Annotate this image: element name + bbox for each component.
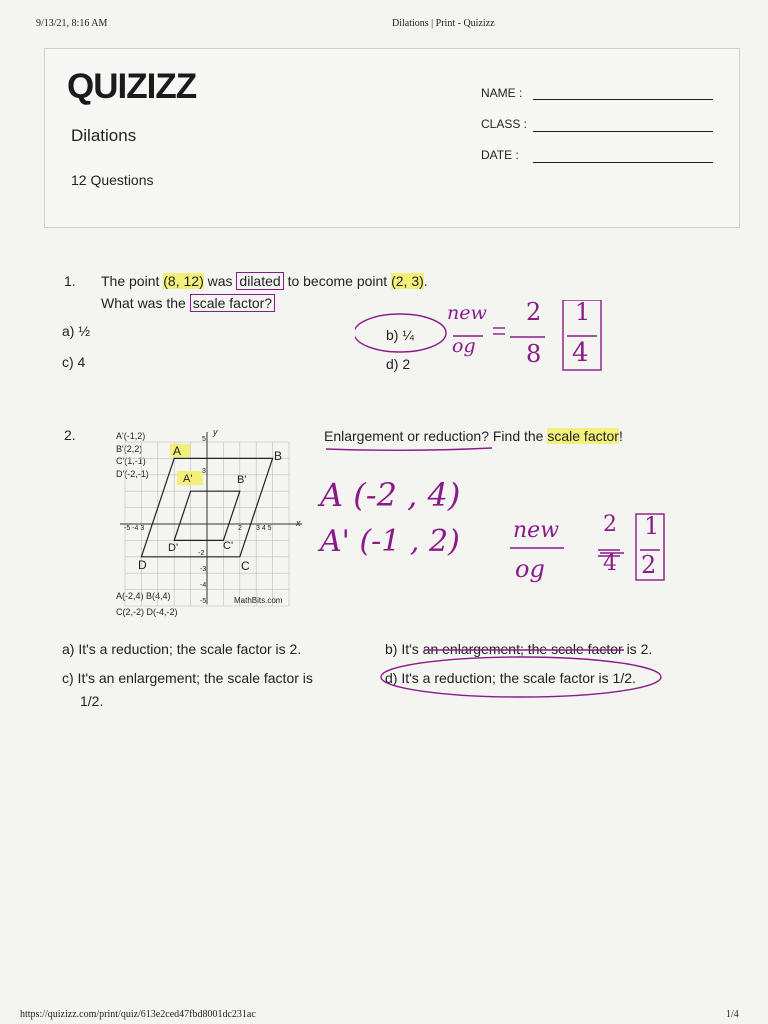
graph-y-label: y [213,427,218,437]
q2-ink-ans-num: 1 [644,512,660,540]
name-label: NAME : [481,86,523,100]
graph-ticks-x-pos: 3 4 5 [256,525,272,532]
graph-credit: MathBits.com [234,596,283,605]
graph-tick-y5: 5 [202,436,206,443]
q2-option-c-line2: 1/2. [80,693,104,709]
date-label: DATE : [481,148,519,162]
q1-option-c: c) 4 [62,354,86,370]
q1-line2-a: What was the [101,295,190,311]
date-line [533,162,713,163]
q2-ink-new: new [513,518,560,543]
graph-label-a: A [173,444,182,458]
coord-a-prime: A'(-1,2) [116,431,146,441]
q2-number: 2. [64,427,76,443]
graph-x-label: x [296,518,301,528]
q2-circle-answer [381,657,661,697]
q2-prompt-a: Enlargement or reduction? Find the [324,428,548,444]
q1-dilated: dilated [236,272,283,290]
q1-scale-factor: scale factor? [190,294,275,312]
q1-point2: (2, 3) [391,273,424,289]
worksheet-header [44,48,740,228]
graph-ticks-x-neg: -5 -4 3 [124,525,145,532]
coord-b-prime: B'(2,2) [116,443,143,454]
q2-option-b: b) It's an enlargement; the scale factor is 2. [385,641,653,657]
print-page-title: Dilations | Print - Quizizz [392,18,495,29]
q2-option-a: a) It's a reduction; the scale factor is 2. [62,641,302,657]
q1-text-c: to become point [283,273,392,289]
coord-c-prime: C'(1,-1) [116,456,146,466]
graph-tick-yn5: -5 [200,598,207,605]
q2-ink-og: og [515,555,545,583]
q1-ink-new: new [447,302,487,324]
graph-label-d-prime: D' [168,542,179,554]
q2-prompt [324,428,623,444]
q1-circle-answer [355,314,446,352]
q2-option-d: d) It's a reduction; the scale factor is 1/2. [385,670,636,686]
q2-prompt-underline [324,446,494,452]
worksheet-title: Dilations [71,126,137,145]
graph-label-b-prime: B' [237,474,247,486]
coord-d-prime: D'(-2,-1) [116,468,149,479]
name-line [533,99,713,100]
graph-label-c: C [241,559,250,573]
q1-option-b: b) ¼ [386,327,415,343]
question-count: 12 Questions [71,172,154,188]
q1-text-a: The point [101,273,164,289]
print-datetime: 9/13/21, 8:16 AM [36,18,108,29]
q1-number: 1. [64,273,76,289]
q1-ink-num: 2 [526,298,542,326]
q1-ink-ans-num: 1 [575,298,591,326]
graph-tick-x2: 2 [238,525,242,532]
graph-tick-yn4: -4 [200,582,207,589]
graph-tick-y3: 3 [202,468,206,475]
q2-original-coords-1: A(-2,4) B(4,4) [116,591,171,601]
q2-ink-answer-marks [376,640,676,702]
q1-ink-ans-den: 4 [572,338,589,368]
q1-ink-den: 8 [526,340,542,368]
q1-line1 [101,273,428,289]
graph-tick-yn2: -2 [198,550,205,557]
q2-prompt-b: ! [618,428,623,444]
q1-option-a: a) ½ [62,323,91,339]
q2-ink-strokes [570,510,670,585]
graph-label-a-prime: A' [183,473,193,485]
q1-text-b: was [203,273,237,289]
q2-ink-ans-den: 2 [641,551,657,579]
q2-ink-num: 2 [603,512,617,537]
graph-label-c-prime: C' [223,540,234,552]
q2-ink-a-prime: A' (-1 , 2) [320,524,460,559]
class-label: CLASS : [481,117,528,131]
class-line [533,131,713,132]
quizizz-logo: QUIZIZZ [67,67,197,106]
graph-tick-yn3: -3 [200,566,207,573]
q2-ink-den: 4 [603,551,617,576]
graph-label-b: B [274,449,283,463]
q1-ink-og: og [452,335,476,357]
q2-original-coords-2: C(2,-2) D(-4,-2) [116,607,178,617]
q2-ink-a: A (-2 , 4) [320,476,461,514]
q1-option-d: d) 2 [386,356,411,372]
q2-answer-box [636,514,664,580]
print-page-number: 1/4 [726,1009,739,1020]
q1-text-d: . [423,273,428,289]
q2-ink-fraction-bar [508,545,568,551]
q2-prompt-scale: scale factor [547,428,619,444]
q2-option-c-line1: c) It's an enlargement; the scale factor is [62,670,313,686]
q1-line2 [101,295,275,311]
q1-point1: (8, 12) [163,273,204,289]
print-url: https://quizizz.com/print/quiz/613e2ced47fbd8001dc231ac [20,1009,256,1020]
graph-label-d: D [138,558,147,572]
